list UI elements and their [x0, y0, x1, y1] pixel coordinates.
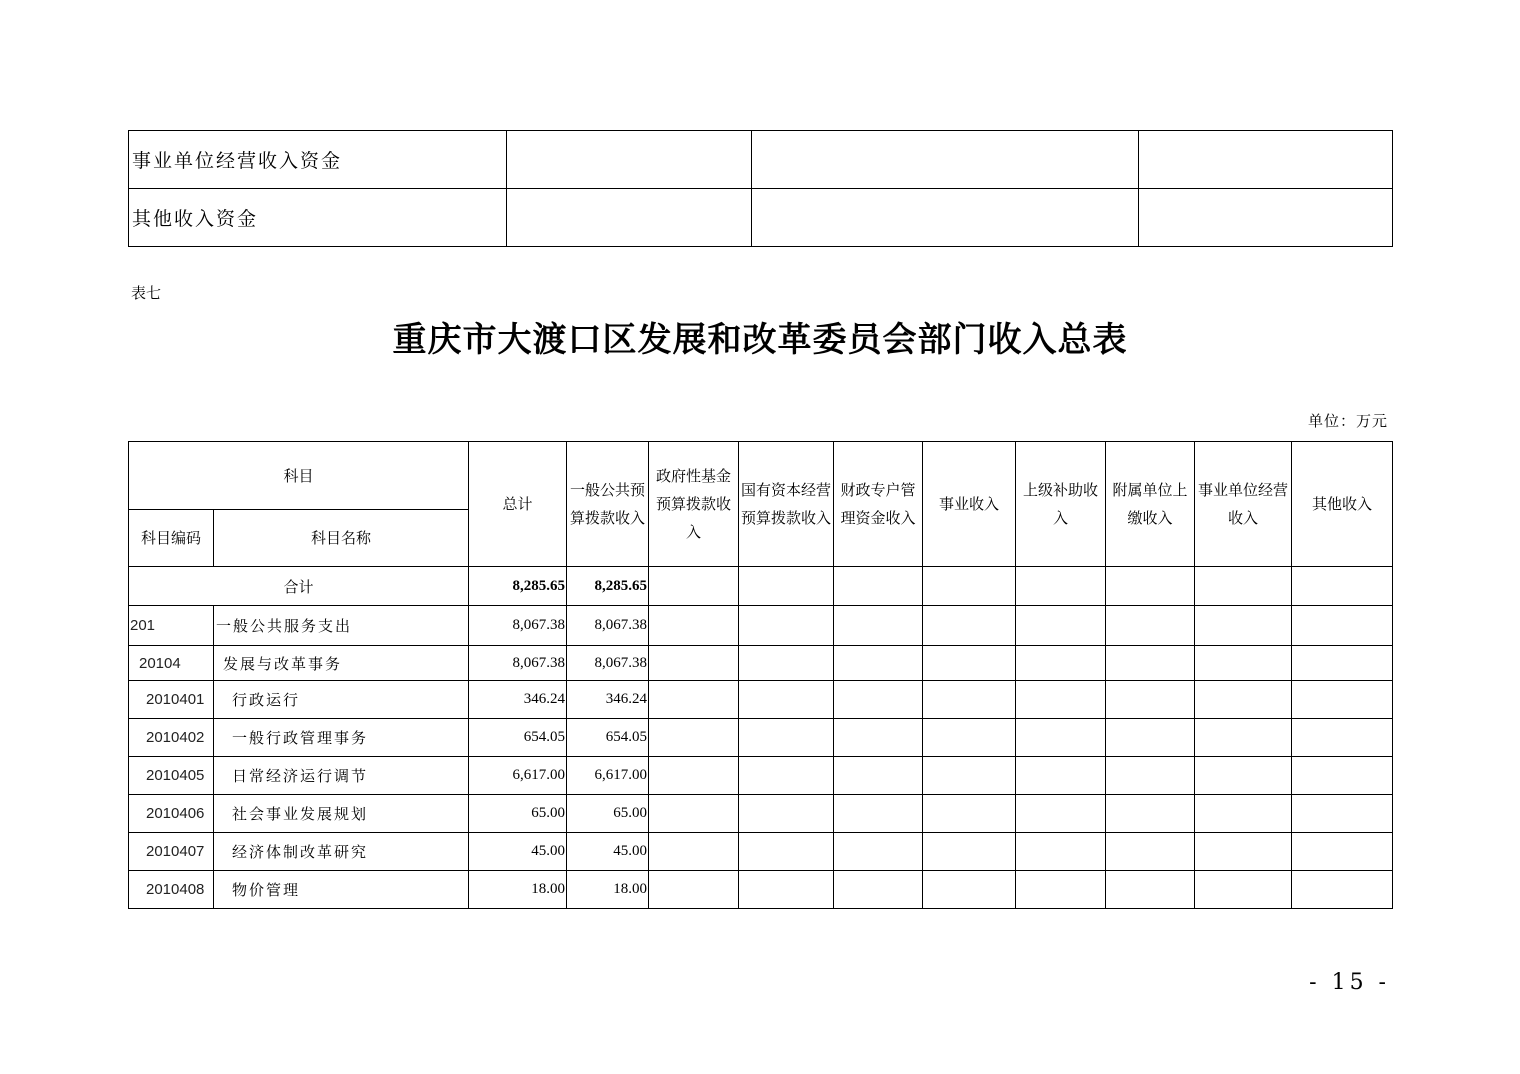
empty-cell [752, 131, 1139, 189]
subject-code: 2010401 [129, 681, 214, 719]
general-value: 654.05 [567, 719, 649, 757]
general-value: 18.00 [567, 871, 649, 909]
total-value: 8,067.38 [469, 646, 567, 681]
table-row [129, 795, 1393, 833]
header-subject-code: 科目编码 [129, 510, 214, 567]
table-row [129, 646, 1393, 681]
empty-cell [1139, 189, 1393, 247]
header-state-capital: 国有资本经营预算拨款收入 [739, 442, 834, 567]
subject-name: 经济体制改革研究 [214, 833, 469, 871]
table-row [129, 757, 1393, 795]
row-label: 其他收入资金 [129, 189, 507, 247]
page-title: 重庆市大渡口区发展和改革委员会部门收入总表 [392, 320, 1128, 360]
subject-code: 20104 [129, 646, 214, 681]
table-row [129, 606, 1393, 646]
subject-name: 社会事业发展规划 [214, 795, 469, 833]
subject-name: 日常经济运行调节 [214, 757, 469, 795]
subject-name: 行政运行 [214, 681, 469, 719]
total-value: 18.00 [469, 871, 567, 909]
empty-cell [507, 131, 752, 189]
general-value: 346.24 [567, 681, 649, 719]
subject-code: 201 [129, 606, 214, 646]
subject-code: 2010407 [129, 833, 214, 871]
row-label: 事业单位经营收入资金 [129, 131, 507, 189]
header-general-budget: 一般公共预算拨款收入 [567, 442, 649, 567]
empty-cell [507, 189, 752, 247]
empty-cell [752, 189, 1139, 247]
total-value: 8,067.38 [469, 606, 567, 646]
subject-code: 2010402 [129, 719, 214, 757]
subject-name: 发展与改革事务 [214, 646, 469, 681]
table-row [129, 189, 1393, 247]
page-number: - 15 - [1309, 970, 1390, 995]
general-value: 8,067.38 [567, 606, 649, 646]
sum-total: 8,285.65 [469, 567, 567, 606]
general-value: 65.00 [567, 795, 649, 833]
empty-cell [1139, 131, 1393, 189]
top-continuation-table [128, 130, 1393, 247]
header-subject: 科目 [129, 442, 469, 510]
subject-code: 2010406 [129, 795, 214, 833]
header-row [129, 442, 1393, 510]
income-summary-table [128, 441, 1393, 909]
header-business-income: 事业收入 [923, 442, 1016, 567]
subject-name: 一般行政管理事务 [214, 719, 469, 757]
header-total: 总计 [469, 442, 567, 567]
subject-name: 一般公共服务支出 [214, 606, 469, 646]
header-superior-subsidy: 上级补助收入 [1016, 442, 1106, 567]
table-number-label: 表七 [131, 284, 162, 302]
sum-general: 8,285.65 [567, 567, 649, 606]
table-row [129, 681, 1393, 719]
table-row [129, 833, 1393, 871]
header-subject-name: 科目名称 [214, 510, 469, 567]
total-value: 65.00 [469, 795, 567, 833]
unit-label: 单位：万元 [1307, 412, 1388, 430]
subject-name: 物价管理 [214, 871, 469, 909]
subject-code: 2010405 [129, 757, 214, 795]
table-row [129, 131, 1393, 189]
header-operating-income: 事业单位经营收入 [1195, 442, 1292, 567]
header-fiscal-special: 财政专户管理资金收入 [834, 442, 923, 567]
general-value: 6,617.00 [567, 757, 649, 795]
subject-code: 2010408 [129, 871, 214, 909]
general-value: 45.00 [567, 833, 649, 871]
header-affiliated-unit: 附属单位上缴收入 [1106, 442, 1195, 567]
sum-label: 合计 [129, 567, 469, 606]
sum-row [129, 567, 1393, 606]
header-other-income: 其他收入 [1292, 442, 1393, 567]
table-row [129, 871, 1393, 909]
total-value: 346.24 [469, 681, 567, 719]
total-value: 654.05 [469, 719, 567, 757]
total-value: 6,617.00 [469, 757, 567, 795]
table-row [129, 719, 1393, 757]
total-value: 45.00 [469, 833, 567, 871]
header-gov-fund: 政府性基金预算拨款收入 [649, 442, 739, 567]
general-value: 8,067.38 [567, 646, 649, 681]
